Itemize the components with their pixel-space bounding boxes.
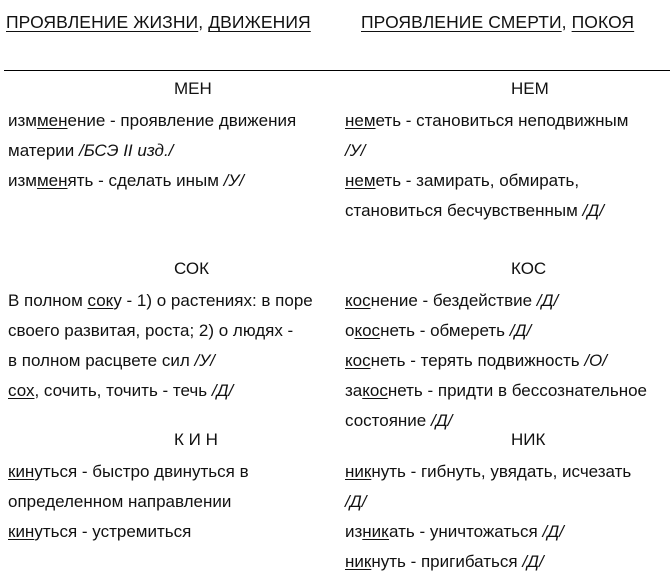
source-ref: /Д/ xyxy=(430,411,453,430)
source-ref: /Д/ xyxy=(211,381,234,400)
header-divider xyxy=(4,70,670,71)
text-segment: у - 1) о растениях: в поре xyxy=(113,291,313,310)
definition-line xyxy=(8,376,338,406)
root-highlight: кос xyxy=(354,321,381,340)
definition-line xyxy=(8,106,338,136)
text-segment: становиться бесчувственным xyxy=(345,201,583,220)
definition-line xyxy=(8,136,338,166)
definition-line xyxy=(345,517,670,547)
root-highlight: нем xyxy=(345,111,376,130)
definition-line xyxy=(8,346,338,376)
text-segment: ять - сделать иным xyxy=(67,171,224,190)
root-highlight: мен xyxy=(36,171,68,190)
header-life-movement xyxy=(6,12,311,33)
source-ref: /У/ xyxy=(223,171,244,190)
definition-line xyxy=(345,286,670,316)
definition-line xyxy=(345,346,670,376)
text-segment: из xyxy=(345,522,363,541)
text-segment: нение - бездействие xyxy=(370,291,537,310)
root-highlight: кос xyxy=(362,381,388,400)
root-highlight: мен xyxy=(36,111,68,130)
definition-line xyxy=(345,106,670,136)
right-section-1 xyxy=(345,252,670,436)
root-title: НЕМ xyxy=(511,79,549,98)
root-highlight: нем xyxy=(345,171,376,190)
text-segment: нуть - гибнуть, увядать, исчезать xyxy=(371,462,632,481)
root-title: МЕН xyxy=(174,79,212,98)
definition-line xyxy=(8,316,338,346)
source-ref: /Д/ xyxy=(522,552,544,571)
left-section-1 xyxy=(8,252,338,406)
text-segment: неть - обмереть xyxy=(380,321,510,340)
right-section-2 xyxy=(345,423,670,577)
text-segment: уться - устремиться xyxy=(34,522,192,541)
text-segment: определенном направлении xyxy=(8,492,232,511)
root-title: НИК xyxy=(511,430,546,449)
definition-line xyxy=(345,376,670,406)
root-highlight: ник xyxy=(362,522,389,541)
source-ref: /Д/ xyxy=(582,201,604,220)
source-ref: /БСЭ II изд./ xyxy=(79,141,174,160)
right-section-0 xyxy=(345,72,670,226)
definition-line xyxy=(345,136,670,166)
text-segment: своего развитая, роста; 2) о людях - xyxy=(8,321,294,340)
text-segment: уться - быстро двинуться в xyxy=(34,462,249,481)
text-segment: еть - замирать, обмирать, xyxy=(375,171,580,190)
root-highlight: кос xyxy=(345,291,371,310)
root-title: СОК xyxy=(174,259,210,278)
source-ref: /Д/ xyxy=(509,321,532,340)
root-title: КОС xyxy=(511,259,547,278)
root-highlight: ник xyxy=(345,552,372,571)
text-segment: за xyxy=(345,381,363,400)
root-highlight: кос xyxy=(345,351,371,370)
header-right-part2: ПОКОЯ xyxy=(571,12,635,32)
text-segment: изм xyxy=(8,171,37,190)
text-segment: еть - становиться неподвижным xyxy=(375,111,629,130)
source-ref: /У/ xyxy=(194,351,215,370)
definition-line xyxy=(345,487,670,517)
left-section-0 xyxy=(8,72,338,196)
text-segment: ение - проявление движения xyxy=(67,111,297,130)
text-segment: изм xyxy=(8,111,37,130)
header-left-sep: , xyxy=(198,12,209,32)
text-segment: неть - придти в бессознательное xyxy=(387,381,647,400)
definition-line xyxy=(345,457,670,487)
header-death-rest xyxy=(361,12,634,33)
left-section-2 xyxy=(8,423,338,547)
text-segment: В полном xyxy=(8,291,88,310)
definition-line xyxy=(8,166,338,196)
definition-line xyxy=(8,517,338,547)
definition-line xyxy=(345,547,670,577)
root-highlight: кин xyxy=(8,462,35,481)
text-segment: в полном расцвете сил xyxy=(8,351,195,370)
root-highlight: кин xyxy=(8,522,35,541)
header-right-part1: ПРОЯВЛЕНИЕ СМЕРТИ xyxy=(361,12,562,32)
root-highlight: ник xyxy=(345,462,372,481)
definition-line xyxy=(8,457,338,487)
text-segment: состояние xyxy=(345,411,431,430)
text-segment: нуть - пригибаться xyxy=(371,552,523,571)
definition-line xyxy=(345,316,670,346)
source-ref: /Д/ xyxy=(536,291,559,310)
definition-line xyxy=(8,487,338,517)
source-ref: /У/ xyxy=(345,141,366,160)
header-left-part1: ПРОЯВЛЕНИЕ ЖИЗНИ xyxy=(6,12,199,32)
definition-line xyxy=(8,286,338,316)
root-highlight: сох xyxy=(8,381,35,400)
root-highlight: сок xyxy=(87,291,114,310)
definition-line xyxy=(345,166,670,196)
text-segment: , сочить, точить - течь xyxy=(34,381,212,400)
text-segment: материи xyxy=(8,141,79,160)
text-segment: неть - терять подвижность xyxy=(370,351,585,370)
root-title: К И Н xyxy=(174,430,218,449)
source-ref: /О/ xyxy=(584,351,607,370)
definition-line xyxy=(345,196,670,226)
text-segment: ать - уничтожаться xyxy=(389,522,543,541)
header-right-sep: , xyxy=(561,12,572,32)
text-segment: о xyxy=(345,321,355,340)
header-left-part2: ДВИЖЕНИЯ xyxy=(208,12,311,32)
source-ref: /Д/ xyxy=(542,522,564,541)
source-ref: /Д/ xyxy=(345,492,367,511)
